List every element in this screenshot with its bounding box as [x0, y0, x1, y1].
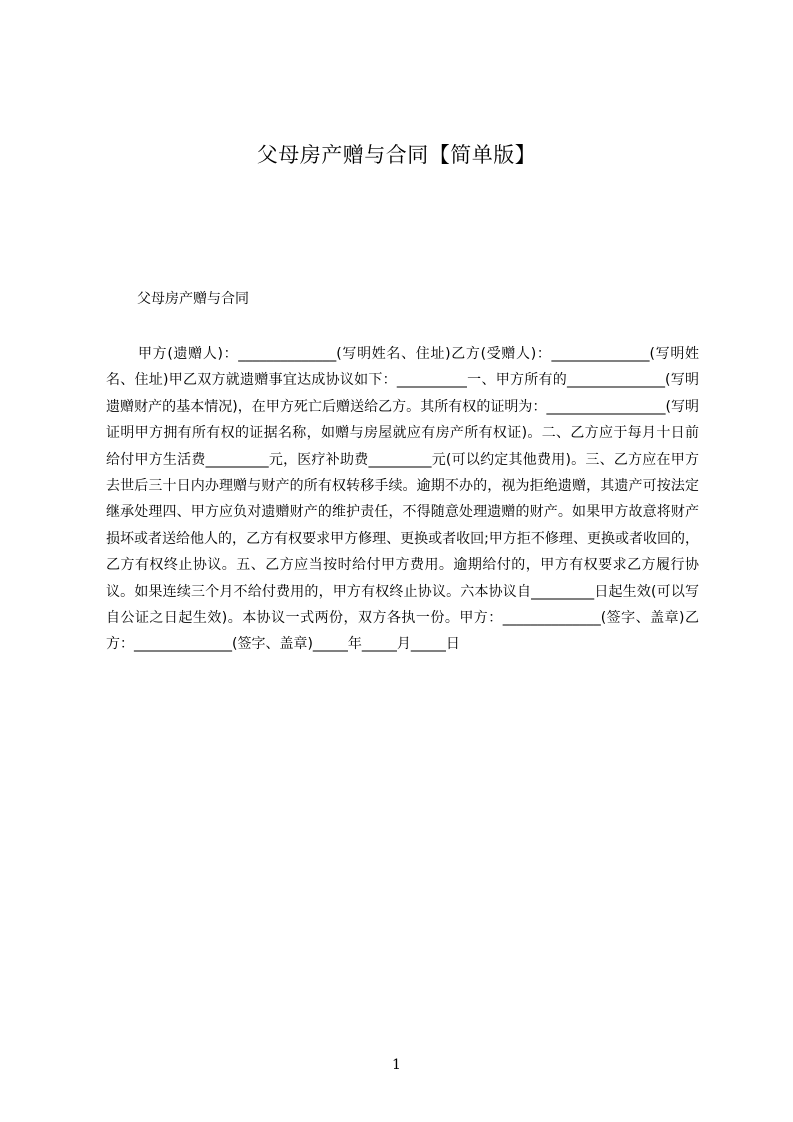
- document-title: 父母房产赠与合同【简单版】: [256, 143, 537, 167]
- document-subtitle: 父母房产赠与合同: [137, 291, 249, 307]
- contract-body: 甲方(遗赠人)：______________(写明姓名、住址)乙方(受赠人)：______________(写明姓名、住址)甲乙双方就遗赠事宜达成协议如下：__________一、甲方所有的______________(写明遗赠财产的基本情况)，在甲方死亡后赠送给乙方。其所有权的证明为：_________________(写明证明甲方拥有所有权的证据名称，如赠与房屋就应有房产所有权证)。二、乙方应于每月十日前给付甲方生活费_________元，医疗补助费_________元(可以约定其他费用)。三、乙方应在甲方去世后三十日内办理赠与财产的所有权转移手续。逾期不办的，视为拒绝遗赠，其遗产可按法定继承处理四、甲方应负对遗赠财产的维护责任，不得随意处理遗赠的财产。如果甲方故意将财产损坏或者送给他人的，乙方有权要求甲方修理、更换或者收回;甲方拒不修理、更换或者收回的，乙方有权终止协议。五、乙方应当按时给付甲方费用。逾期给付的，甲方有权要求乙方履行协议。如果连续三个月不给付费用的，甲方有权终止协议。六本协议自_________日起生效(可以写自公证之日起生效)。本协议一式两份，双方各执一份。甲方：______________(签字、盖章)乙方：______________(签字、盖章)_____年_____月_____日: [106, 346, 699, 653]
- page-number: 1: [392, 1057, 401, 1073]
